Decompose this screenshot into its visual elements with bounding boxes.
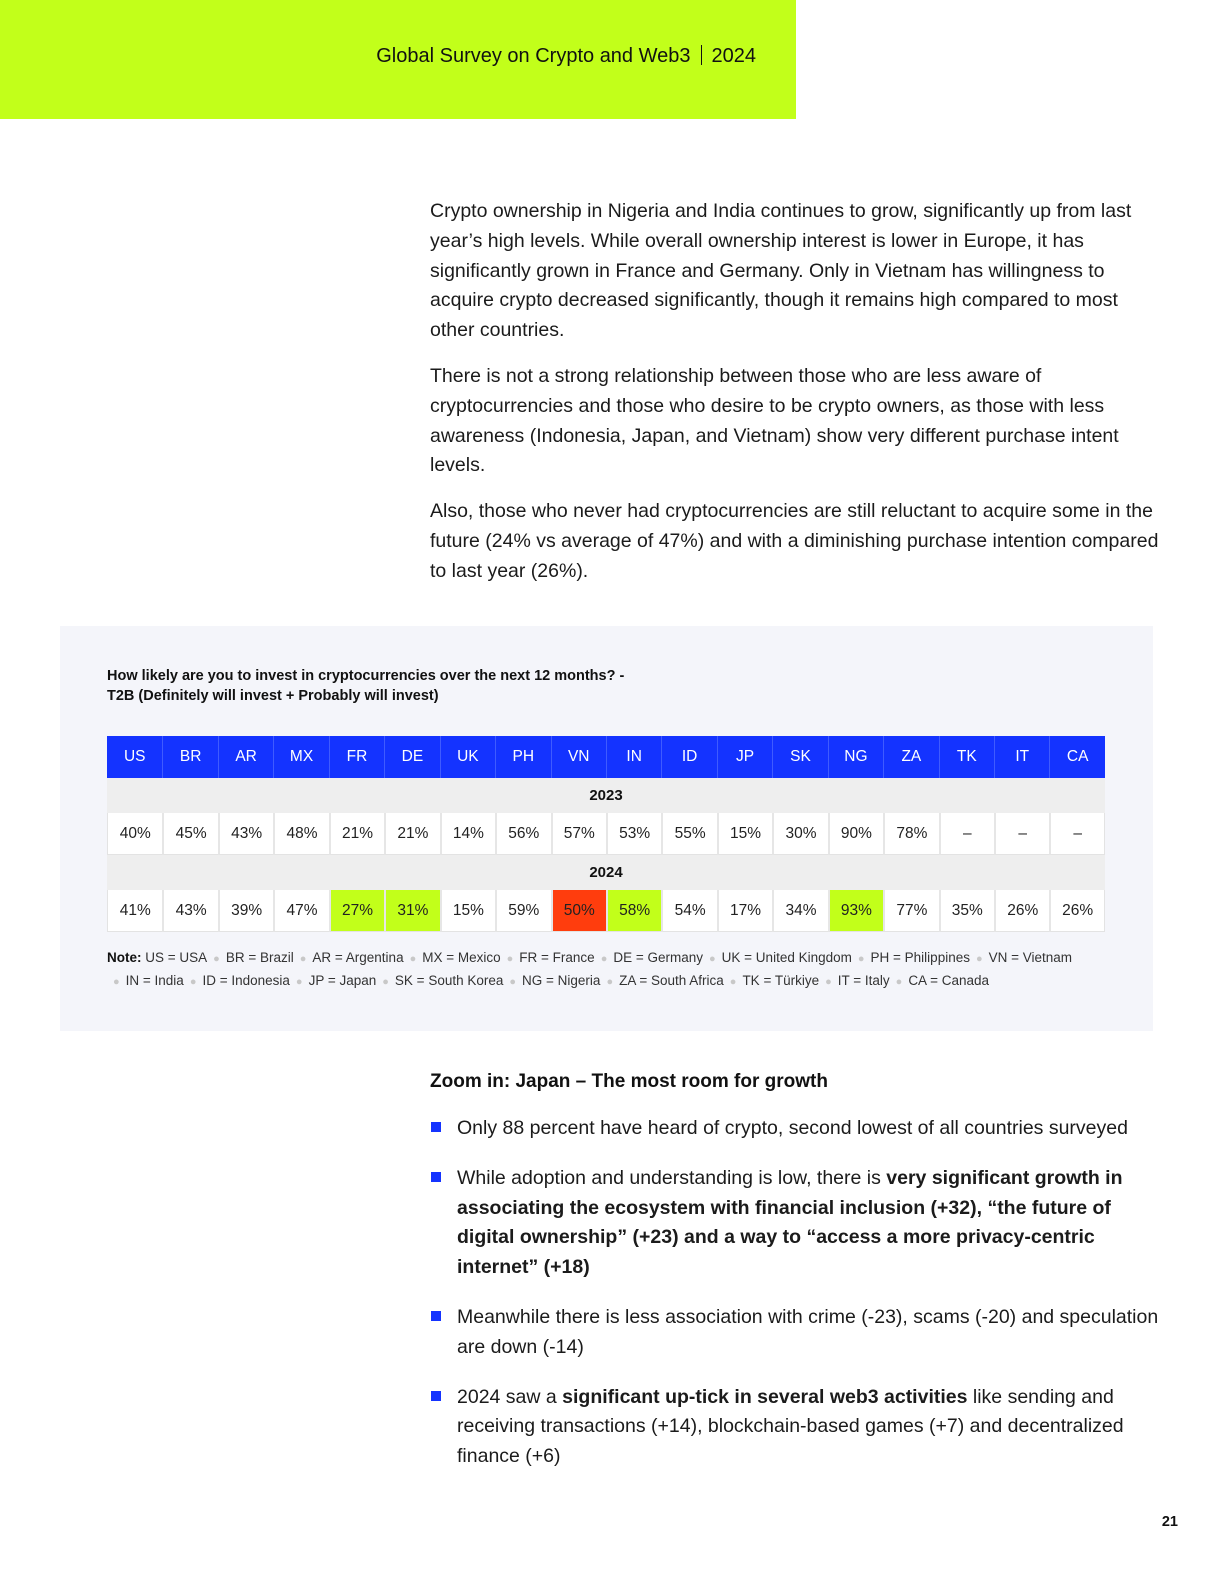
page-number: 21 bbox=[1161, 1514, 1178, 1530]
separator-dot-icon: ● bbox=[213, 953, 220, 965]
note-item: IN = India bbox=[125, 973, 184, 988]
bullet-square-icon bbox=[431, 1172, 441, 1182]
separator-dot-icon: ● bbox=[729, 976, 737, 988]
bullet-item bbox=[430, 1164, 1160, 1283]
separator-dot-icon: ● bbox=[857, 953, 865, 965]
note-item: US = USA bbox=[145, 950, 208, 965]
separator-dot-icon: ● bbox=[975, 953, 983, 965]
year-2023-row: 2023 bbox=[107, 778, 1105, 813]
chart-question-line: How likely are you to invest in cryptocurrencies over the next 12 months? - bbox=[107, 668, 625, 684]
bullet-text: Only 88 percent have heard of crypto, second lowest of all countries surveyed bbox=[457, 1117, 1128, 1139]
bullet-text: very significant growth in associating the ecosystem with financial inclusion (+32), “the future of digital ownership” (+23) and a way to “access a more privacy-centric internet” (+18) bbox=[457, 1166, 1123, 1279]
value-cell-2024: 77% bbox=[883, 890, 938, 932]
value-cell-2023: 30% bbox=[772, 813, 827, 855]
value-cell-2024: 47% bbox=[273, 890, 328, 932]
value-cell-2024: 35% bbox=[939, 890, 994, 932]
note-item: PH = Philippines bbox=[870, 950, 970, 965]
note-item: FR = France bbox=[519, 950, 595, 965]
country-header-cell: MX bbox=[273, 736, 328, 778]
bullet-text: Meanwhile there is less association with crime (-23), scams (-20) and speculation are down (-14) bbox=[457, 1305, 1159, 1358]
country-header-cell: AR bbox=[218, 736, 273, 778]
value-cell-2024: 50% bbox=[551, 890, 606, 932]
country-header-cell: ZA bbox=[883, 736, 938, 778]
country-header-cell: DE bbox=[384, 736, 439, 778]
bullet-square-icon bbox=[431, 1311, 441, 1321]
value-cell-2023: – bbox=[939, 813, 994, 855]
value-cell-2024: 26% bbox=[994, 890, 1049, 932]
country-header-cell: NG bbox=[828, 736, 883, 778]
bullet-text: significant up-tick in several web3 activities bbox=[562, 1385, 968, 1408]
note-label: Note: bbox=[107, 950, 142, 965]
bullet-item bbox=[430, 1114, 1160, 1144]
separator-dot-icon: ● bbox=[600, 953, 608, 965]
note-item: AR = Argentina bbox=[312, 950, 404, 965]
value-cell-2023: 45% bbox=[162, 813, 217, 855]
country-header-cell: IN bbox=[606, 736, 661, 778]
value-cell-2023: 15% bbox=[717, 813, 772, 855]
separator-dot-icon: ● bbox=[509, 976, 517, 988]
country-header-cell: IT bbox=[994, 736, 1049, 778]
note-item: TK = Türkiye bbox=[742, 973, 820, 988]
separator-dot-icon: ● bbox=[189, 976, 197, 988]
bullet-text: like sending and receiving transactions (+14), blockchain-based games (+7) and decentralized finance (+6) bbox=[457, 1385, 1124, 1468]
value-cell-2023: 48% bbox=[273, 813, 328, 855]
value-cell-2023: 78% bbox=[883, 813, 938, 855]
value-cell-2024: 93% bbox=[828, 890, 883, 932]
value-cell-2023: 21% bbox=[384, 813, 439, 855]
country-header-cell: ID bbox=[661, 736, 716, 778]
chart-panel bbox=[60, 626, 1153, 1031]
value-cell-2024: 43% bbox=[162, 890, 217, 932]
report-title-text: Global Survey on Crypto and Web3 bbox=[376, 45, 691, 67]
note-item: UK = United Kingdom bbox=[721, 950, 852, 965]
separator-dot-icon: ● bbox=[409, 953, 417, 965]
table-header-row bbox=[107, 736, 1105, 778]
note-item: MX = Mexico bbox=[422, 950, 501, 965]
value-cell-2023: 90% bbox=[828, 813, 883, 855]
country-header-cell: BR bbox=[162, 736, 217, 778]
value-cell-2023: 21% bbox=[329, 813, 384, 855]
note-item: ID = Indonesia bbox=[202, 973, 290, 988]
bullet-square-icon bbox=[431, 1391, 441, 1401]
value-cell-2024: 41% bbox=[107, 890, 162, 932]
value-cell-2024: 34% bbox=[772, 890, 827, 932]
value-cell-2023: – bbox=[1049, 813, 1104, 855]
country-header-cell: VN bbox=[551, 736, 606, 778]
zoom-bullet-list bbox=[430, 1114, 1160, 1492]
intro-paragraph: Crypto ownership in Nigeria and India continues to grow, significantly up from last year’s high levels. While overall ownership interest is lower in Europe, it has significantly grown in France and Germany. Only in Vietnam has willingness to acquire crypto decreased significantly, though it remains high compared to most other countries. bbox=[430, 200, 1132, 342]
value-cell-2023: – bbox=[994, 813, 1049, 855]
value-cell-2024: 26% bbox=[1049, 890, 1104, 932]
value-cell-2023: 53% bbox=[606, 813, 661, 855]
value-cell-2024: 31% bbox=[384, 890, 439, 932]
country-header-cell: SK bbox=[772, 736, 827, 778]
value-cell-2024: 58% bbox=[606, 890, 661, 932]
note-item: BR = Brazil bbox=[225, 950, 294, 965]
intro-paragraph: Also, those who never had cryptocurrencies are still reluctant to acquire some in the future (24% vs average of 47%) and with a diminishing purchase intention compared to last year (26%). bbox=[430, 500, 1159, 582]
note-item: ZA = South Africa bbox=[619, 973, 724, 988]
value-cell-2023: 43% bbox=[218, 813, 273, 855]
separator-dot-icon: ● bbox=[382, 976, 389, 988]
chart-question-subtitle: T2B (Definitely will invest + Probably will invest) bbox=[107, 688, 439, 704]
country-header-cell: CA bbox=[1049, 736, 1104, 778]
note-item: NG = Nigeria bbox=[522, 973, 601, 988]
title-divider bbox=[701, 45, 702, 65]
country-header-cell: FR bbox=[329, 736, 384, 778]
value-cell-2023: 57% bbox=[551, 813, 606, 855]
note-item: IT = Italy bbox=[837, 973, 890, 988]
country-header-cell: TK bbox=[939, 736, 994, 778]
zoom-heading: Zoom in: Japan – The most room for growth bbox=[430, 1071, 828, 1092]
separator-dot-icon: ● bbox=[506, 953, 514, 965]
value-cell-2024: 39% bbox=[218, 890, 273, 932]
values-2024-row bbox=[107, 890, 1105, 932]
year-2024-row: 2024 bbox=[107, 855, 1105, 890]
values-2023-row bbox=[107, 813, 1105, 855]
value-cell-2023: 14% bbox=[440, 813, 495, 855]
value-cell-2024: 27% bbox=[329, 890, 384, 932]
country-header-cell: PH bbox=[495, 736, 550, 778]
separator-dot-icon: ● bbox=[606, 976, 614, 988]
chart-question bbox=[107, 666, 807, 706]
bullet-item bbox=[430, 1383, 1160, 1472]
country-table bbox=[107, 736, 1105, 932]
intro-text bbox=[430, 197, 1160, 603]
report-year: 2024 bbox=[711, 45, 756, 67]
note-item: VN = Vietnam bbox=[988, 950, 1073, 965]
value-cell-2023: 56% bbox=[495, 813, 550, 855]
value-cell-2023: 55% bbox=[661, 813, 716, 855]
value-cell-2024: 17% bbox=[717, 890, 772, 932]
separator-dot-icon: ● bbox=[709, 953, 716, 965]
value-cell-2024: 54% bbox=[661, 890, 716, 932]
country-header-cell: UK bbox=[440, 736, 495, 778]
country-header-cell: JP bbox=[717, 736, 772, 778]
note-item: SK = South Korea bbox=[394, 973, 504, 988]
note-item: DE = Germany bbox=[613, 950, 704, 965]
intro-paragraph: There is not a strong relationship between those who are less aware of cryptocurrencies and those who desire to be crypto owners, as those with less awareness (Indonesia, Japan, and Vietnam) show very different purchase intent levels. bbox=[430, 364, 1119, 477]
separator-dot-icon: ● bbox=[895, 976, 903, 988]
country-header-cell: US bbox=[107, 736, 162, 778]
value-cell-2024: 15% bbox=[440, 890, 495, 932]
separator-dot-icon: ● bbox=[825, 976, 832, 988]
note-item: CA = Canada bbox=[908, 973, 989, 988]
bullet-item bbox=[430, 1303, 1160, 1363]
separator-dot-icon: ● bbox=[299, 953, 307, 965]
abbreviation-note bbox=[107, 947, 1107, 993]
bullet-text: While adoption and understanding is low, there is bbox=[457, 1166, 887, 1189]
value-cell-2024: 59% bbox=[495, 890, 550, 932]
note-item: JP = Japan bbox=[308, 973, 377, 988]
header-band bbox=[0, 0, 796, 119]
bullet-square-icon bbox=[431, 1122, 441, 1132]
bullet-text: 2024 saw a bbox=[457, 1385, 563, 1408]
value-cell-2023: 40% bbox=[107, 813, 162, 855]
separator-dot-icon: ● bbox=[295, 976, 303, 988]
separator-dot-icon: ● bbox=[113, 976, 120, 988]
report-title bbox=[376, 45, 756, 68]
